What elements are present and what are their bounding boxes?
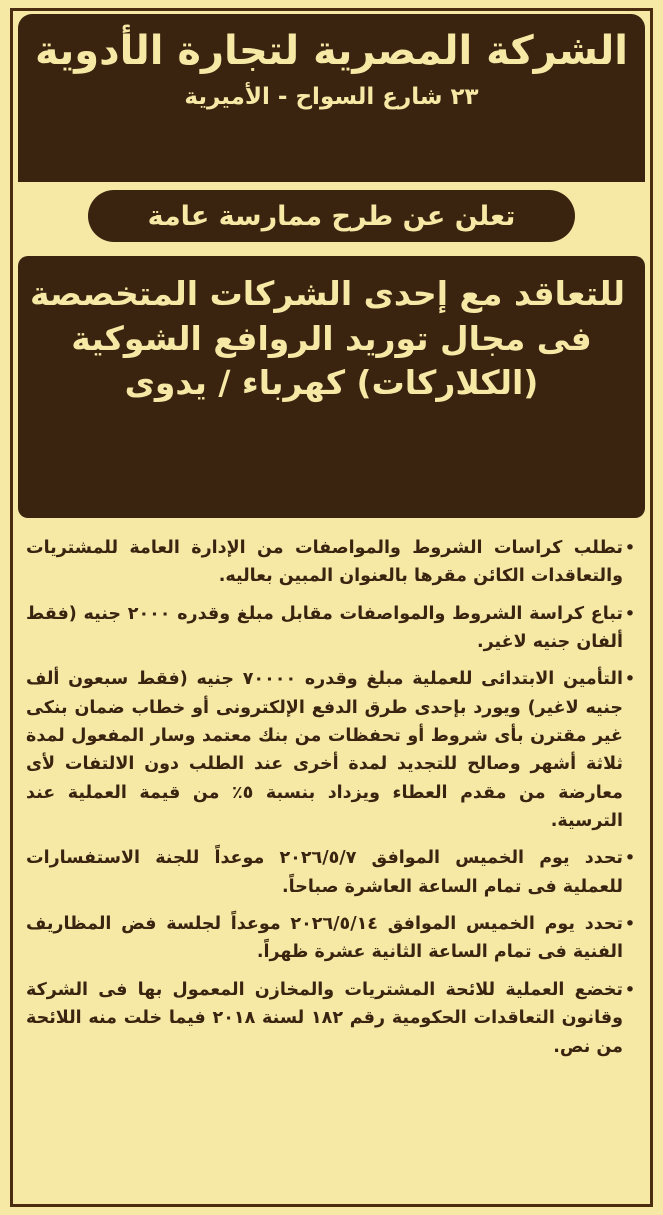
bullet-icon: • — [624, 847, 636, 870]
subject-box — [18, 256, 645, 518]
subject-line-2: فى مجال توريد الروافع الشوكية — [71, 318, 592, 358]
header-banner — [18, 14, 645, 182]
bullet-icon: • — [624, 602, 636, 625]
list-item — [26, 910, 637, 967]
bullet-icon: • — [624, 668, 636, 691]
list-item — [26, 976, 637, 1061]
bullet-icon: • — [624, 913, 636, 936]
subject-line-3: (الكلاركات) كهرباء / يدوى — [124, 363, 539, 403]
conditions-list — [20, 528, 643, 1201]
list-item — [26, 665, 637, 835]
list-item-text: التأمين الابتدائى للعملية مبلغ وقدره ٧٠٠٠٠ جنيه (فقط سبعون ألف جنيه لاغير) ويورد بإحدى طرق الدفع الإلكترونى أو خطاب ضمان بنكى غير مقترن بأى شروط أو تحفظات من بنك معتمد وسار المفعول لمدة ثلاثة أشهر وصالح للتجديد لمدة أخرى عند الطلب دون الالتفات لأى معارضة من مقدم العطاء ويزداد بنسبة ٥٪ من قيمة العملية عند الترسية. — [26, 669, 623, 832]
subject-line-1: للتعاقد مع إحدى الشركات المتخصصة — [29, 274, 625, 313]
list-item-text: تطلب كراسات الشروط والمواصفات من الإدارة العامة للمشتريات والتعاقدات الكائن مقرها بالعنوان المبين بعاليه. — [26, 538, 623, 587]
company-address: ٢٣ شارع السواح - الأميرية — [184, 84, 479, 110]
bullet-icon: • — [624, 978, 636, 1001]
bullet-icon: • — [624, 537, 636, 559]
announcement-row — [18, 190, 645, 246]
list-item-text: تحدد يوم الخميس الموافق ٢٠٢٦/٥/١٤ موعداً لجلسة فض المظاريف الفنية فى تمام الساعة الثانية عشرة ظهراً. — [26, 914, 623, 963]
list-item — [26, 600, 637, 657]
list-item-text: تحدد يوم الخميس الموافق ٢٠٢٦/٥/٧ موعداً للجنة الاستفسارات للعملية فى تمام الساعة العاشرة صباحاً. — [26, 848, 624, 897]
list-item — [26, 534, 637, 591]
list-item-text: تباع كراسة الشروط والمواصفات مقابل مبلغ وقدره ٢٠٠٠ جنيه (فقط ألفان جنيه لاغير. — [26, 603, 623, 653]
list-item — [26, 844, 637, 901]
announcement-pill: تعلن عن طرح ممارسة عامة — [88, 190, 575, 242]
company-name: الشركة المصرية لتجارة الأدوية — [35, 28, 628, 74]
list-item-text: تخضع العملية للائحة المشتريات والمخازن المعمول بها فى الشركة وقانون التعاقدات الحكومية رقم ١٨٢ لسنة ٢٠١٨ فيما خلت منه اللائحة من نص. — [26, 979, 623, 1057]
